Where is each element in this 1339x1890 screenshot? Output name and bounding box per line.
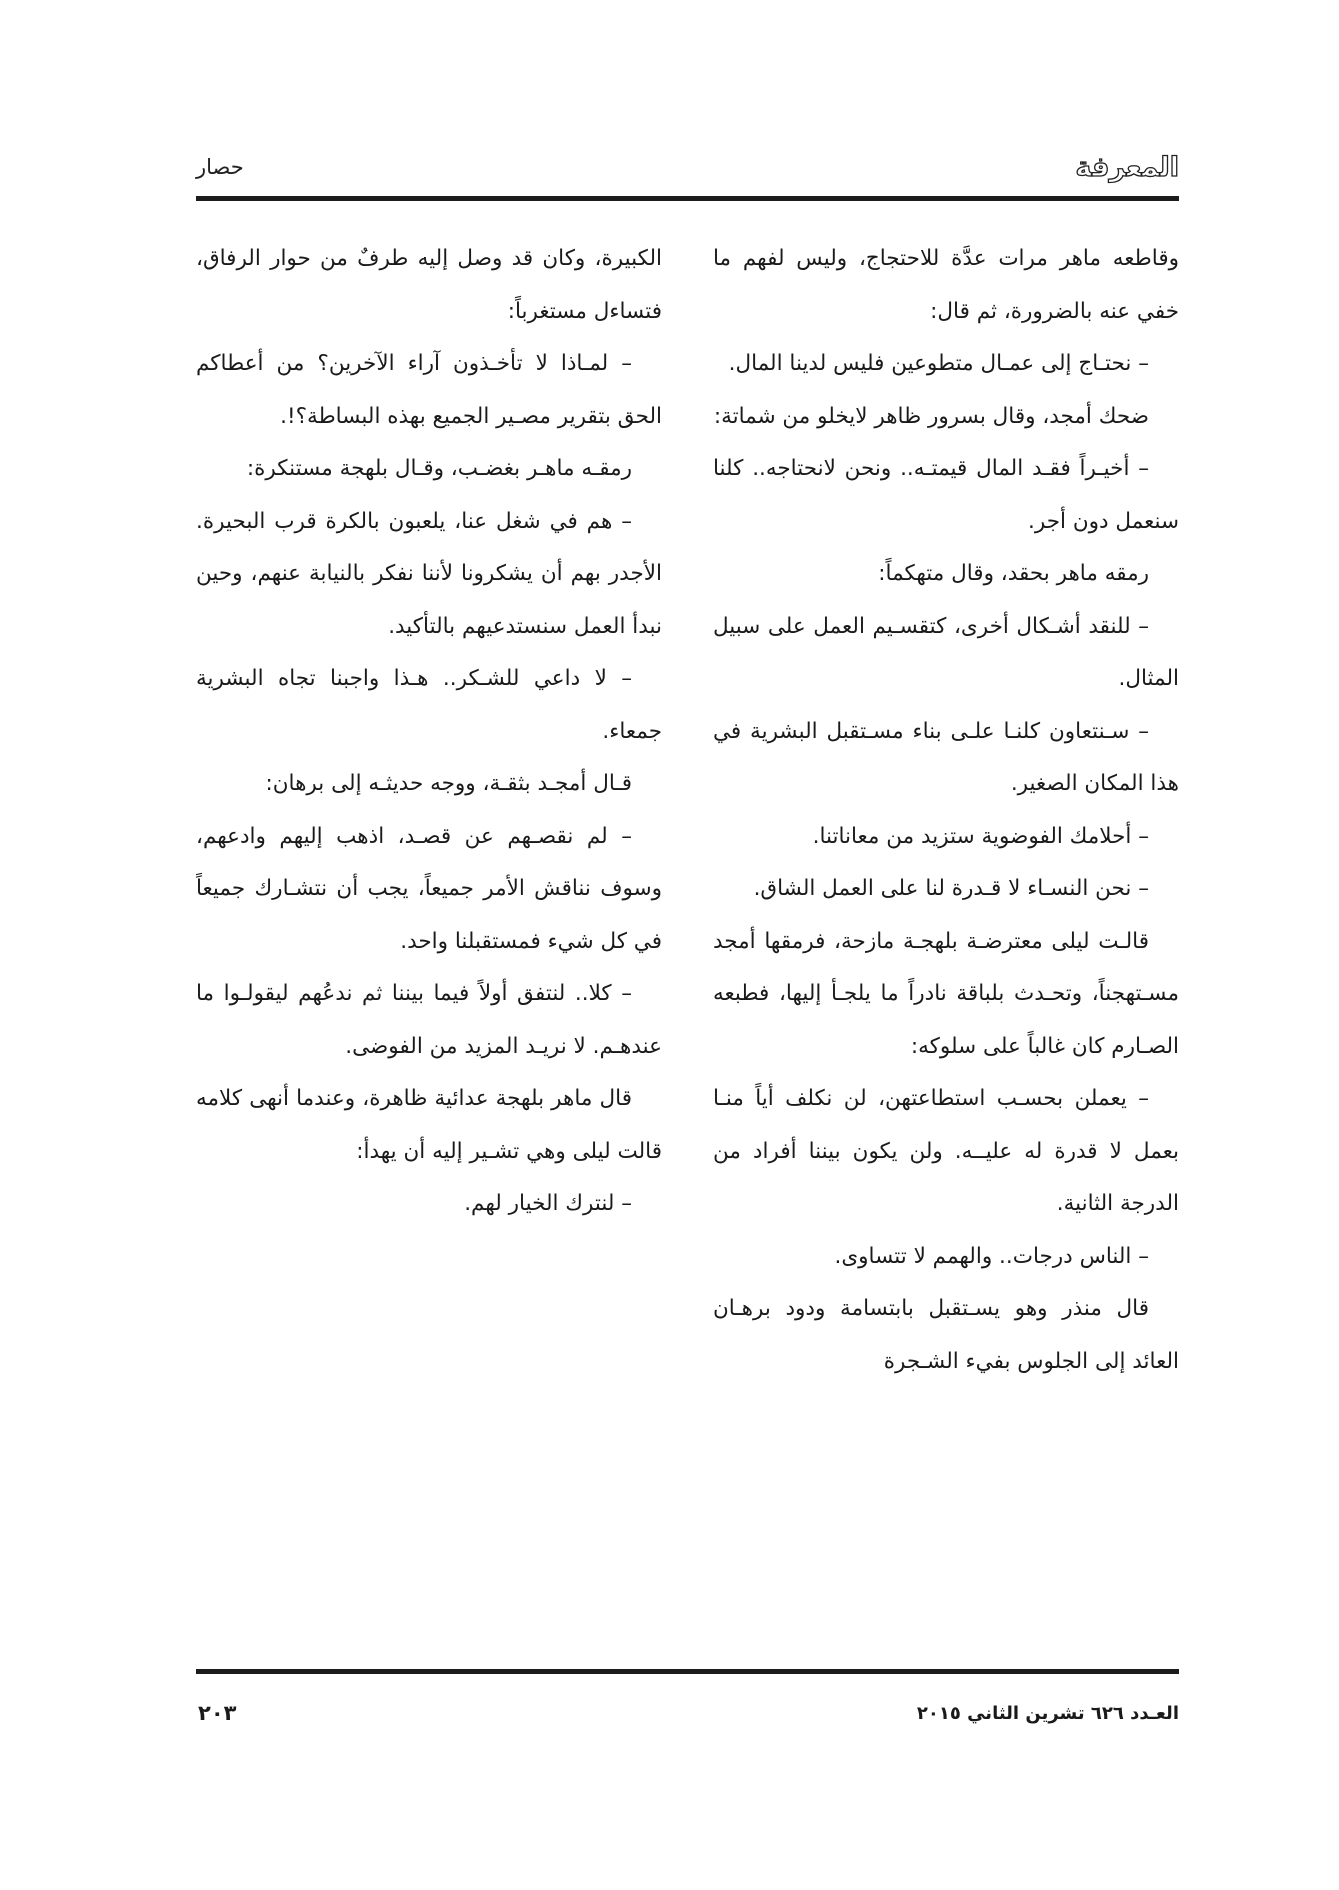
page-header	[196, 148, 1179, 198]
paragraph: – هم في شغل عنا، يلعبون بالكرة قرب البحيرة. الأجدر بهم أن يشكرونا لأننا نفكر بالنيابة عنهم، وحين نبدأ العمل سنستدعيهم بالتأكيد.	[196, 508, 662, 639]
paragraph: رمقـه ماهـر بغضـب، وقـال بلهجة مستنكرة:	[246, 456, 632, 481]
paragraph: – الناس درجات.. والهمم لا تتساوى.	[834, 1243, 1149, 1269]
paragraph: – نحتـاج إلى عمـال متطوعين فليس لدينا المال.	[728, 351, 1149, 376]
page-number: ٢٠٣	[198, 1701, 237, 1725]
paragraph: – يعملن بحسـب استطاعتهن، لن نكلف أياً منـا بعمل لا قدرة له عليــه. ولن يكون بيننا أفراد من الدرجة الثانية.	[713, 1086, 1179, 1216]
paragraph: – للنقد أشـكال أخرى، كتقسـيم العمل على سبيل المثال.	[713, 613, 1179, 691]
issue-info: العـدد ٦٢٦ تشرين الثاني ٢٠١٥	[916, 1703, 1179, 1724]
left-text-column	[196, 233, 662, 1231]
paragraph: الكبيرة، وكان قد وصل إليه طرفٌ من حوار الرفاق، فتساءل مستغرباً:	[196, 246, 662, 324]
paragraph: وقاطعه ماهر مرات عدَّة للاحتجاج، وليس لفهم ما خفي عنه بالضرورة، ثم قال:	[713, 246, 1179, 324]
paragraph: قال منذر وهو يسـتقبل بابتسامة ودود برهـان العائد إلى الجلوس بفيء الشـجرة	[713, 1296, 1179, 1374]
paragraph: قـال أمجـد بثقـة، ووجه حديثـه إلى برهان:	[265, 771, 632, 796]
footer-rule	[196, 1669, 1179, 1674]
paragraph: ضحك أمجد، وقال بسرور ظاهر لايخلو من شماتة:	[713, 403, 1149, 429]
paragraph: – لم نقصـهم عن قصـد، اذهب إليهم وادعهم، وسوف نناقش الأمر جميعاً، يجب أن نتشـارك جميعاً في كل شيء فمستقبلنا واحد.	[196, 823, 662, 954]
right-text-column	[713, 233, 1179, 1388]
paragraph: – لنترك الخيار لهم.	[464, 1191, 632, 1216]
paragraph: – كلا.. لنتفق أولاً فيما بيننا ثم ندعُهم ليقولـوا ما عندهـم. لا نريـد المزيد من الفوضى.	[196, 981, 662, 1059]
paragraph: – أحلامك الفوضوية ستزيد من معاناتنا.	[812, 823, 1149, 849]
paragraph: – لا داعي للشـكر.. هـذا واجبنا تجاه البشرية جمعاء.	[196, 666, 662, 744]
paragraph: قالـت ليلى معترضـة بلهجـة مازحة، فرمقها أمجد مسـتهجناً، وتحـدث بلباقة نادراً ما يلجـأ إليها، فطبعه الصـارم كان غالباً على سلوكه:	[713, 928, 1179, 1059]
paragraph: رمقه ماهر بحقد، وقال متهكماً:	[878, 561, 1149, 586]
paragraph: قال ماهر بلهجة عدائية ظاهرة، وعندما أنهى كلامه قالت ليلى وهي تشـير إليه أن يهدأ:	[196, 1086, 662, 1164]
story-title: حصار	[196, 155, 244, 179]
paragraph: – أخيـراً فقـد المال قيمتـه.. ونحن لانحتاجه.. كلنا سنعمل دون أجر.	[713, 456, 1179, 534]
magazine-logo: المعرفة	[1075, 152, 1179, 183]
paragraph: – نحن النسـاء لا قـدرة لنا على العمل الشاق.	[753, 876, 1149, 901]
paragraph: – سـنتعاون كلنـا علـى بناء مسـتقبل البشرية في هذا المكان الصغير.	[713, 718, 1179, 796]
page-footer	[196, 1699, 1179, 1739]
header-rule	[196, 196, 1179, 201]
paragraph: – لمـاذا لا تأخـذون آراء الآخرين؟ من أعطاكم الحق بتقرير مصـير الجميع بهذه البساطة؟!.	[196, 351, 662, 429]
